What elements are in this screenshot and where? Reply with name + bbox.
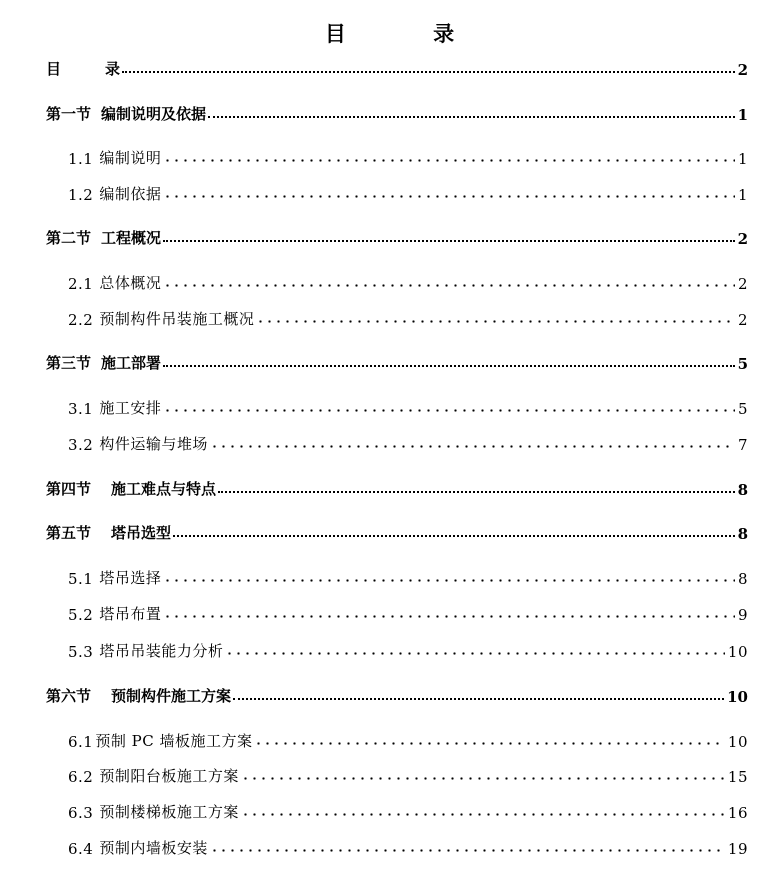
toc-entry[interactable] (68, 566, 748, 588)
toc-entry-number: 第六节 (46, 687, 92, 705)
toc-entry-label: 预制楼梯板施工方案 (99, 803, 239, 821)
toc-entry[interactable] (46, 521, 748, 543)
toc-entry-page: 10 (727, 733, 748, 751)
toc-entry-page: 15 (727, 768, 748, 786)
toc-entry-page: 8 (737, 481, 748, 499)
toc-entry-number: 第二节 (46, 229, 92, 247)
toc-entry[interactable] (68, 307, 748, 329)
toc-entry-label: 录 (105, 60, 121, 78)
toc-entry[interactable] (68, 182, 748, 204)
toc-entry-page: 1 (737, 186, 748, 204)
page-title: 目 录 (324, 21, 495, 46)
dot-leader (163, 159, 735, 162)
toc-entry[interactable] (46, 351, 748, 373)
toc-entry-number: 2.1 (68, 275, 94, 293)
dot-leader (122, 69, 735, 73)
dot-leader (210, 445, 735, 448)
toc-entry-label: 塔吊布置 (99, 605, 162, 623)
toc-entry-number: 1.2 (68, 186, 94, 204)
toc-entry-page: 16 (727, 804, 748, 822)
toc-entry-label: 构件运输与堆场 (99, 435, 208, 453)
toc-entry-page: 2 (737, 311, 748, 329)
toc-entry[interactable] (46, 226, 748, 248)
dot-leader (208, 114, 735, 118)
toc-entry-label: 塔吊吊装能力分析 (99, 642, 224, 660)
toc-entry-page: 8 (737, 570, 748, 588)
toc-entry-number: 第四节 (46, 480, 92, 498)
toc-entry-page: 2 (737, 230, 748, 248)
toc-entry-page: 10 (727, 688, 748, 706)
toc-entry-number: 第五节 (46, 524, 92, 542)
dot-leader (241, 813, 725, 816)
toc-entry[interactable] (46, 57, 748, 79)
toc-entry-page: 1 (737, 106, 748, 124)
toc-entry-label: 预制内墙板安装 (99, 839, 208, 857)
dot-leader (210, 849, 725, 852)
toc-entry-page: 10 (727, 643, 748, 661)
dot-leader (163, 615, 735, 618)
toc-entry-label: 施工安排 (99, 399, 162, 417)
toc-entry[interactable] (68, 396, 748, 418)
toc-entry-page: 5 (737, 400, 748, 418)
toc-entry-page: 9 (737, 606, 748, 624)
toc-entry[interactable] (68, 146, 748, 168)
toc-entry-page: 7 (737, 436, 748, 454)
toc-entry-label: 施工难点与特点 (111, 480, 217, 498)
toc-entry-number: 5.3 (68, 643, 94, 661)
toc-entry-number: 5.2 (68, 606, 94, 624)
dot-leader (241, 777, 725, 780)
dot-leader (173, 533, 735, 537)
dot-leader (225, 652, 725, 655)
toc-entry-number: 第三节 (46, 354, 92, 372)
toc-entry-number: 2.2 (68, 311, 94, 329)
toc-entry[interactable] (68, 432, 748, 454)
dot-leader (163, 579, 735, 582)
dot-leader (218, 489, 735, 493)
toc-entry[interactable] (46, 684, 748, 706)
toc-entry-label: 施工部署 (101, 354, 162, 372)
toc-entry[interactable] (68, 800, 748, 822)
dot-leader (163, 195, 735, 198)
toc-entry[interactable] (68, 602, 748, 624)
toc-entry-number: 6.2 (68, 768, 94, 786)
toc-entry-page: 1 (737, 150, 748, 168)
toc-entry-page: 2 (737, 275, 748, 293)
toc-entry-page: 2 (737, 61, 748, 79)
toc-entry-number: 6.4 (68, 840, 94, 858)
toc-entry-number: 目 (46, 60, 62, 78)
toc-entry-label: 编制依据 (99, 185, 162, 203)
toc-entry-label: 塔吊选择 (99, 569, 162, 587)
toc-entry-number: 6.3 (68, 804, 94, 822)
toc-entry-number: 3.1 (68, 400, 94, 418)
toc-entry[interactable] (68, 271, 748, 293)
dot-leader (163, 409, 735, 412)
toc-entry-number: 1.1 (68, 150, 94, 168)
toc-entry[interactable] (46, 477, 748, 499)
toc-entry-label: 预制构件吊装施工概况 (99, 310, 255, 328)
toc-entry[interactable] (68, 764, 748, 786)
toc-entry[interactable] (68, 639, 748, 661)
dot-leader (254, 742, 724, 745)
toc-entry-number: 3.2 (68, 436, 94, 454)
dot-leader (256, 320, 735, 323)
toc-entry-number: 第一节 (46, 105, 92, 123)
toc-entry-label: 编制说明 (99, 149, 162, 167)
toc-entry-page: 5 (737, 355, 748, 373)
toc-entry-label: 塔吊选型 (111, 524, 172, 542)
toc-entry-number: 6.1 (68, 733, 94, 751)
toc-entry-label: 编制说明及依据 (101, 105, 207, 123)
toc-entry[interactable] (46, 102, 748, 124)
toc-entry-label: 工程概况 (101, 229, 162, 247)
toc-entry-label: 预制阳台板施工方案 (99, 767, 239, 785)
dot-leader (163, 238, 735, 242)
toc-entry[interactable] (68, 729, 748, 751)
toc-entry-label: 预制构件施工方案 (111, 687, 232, 705)
toc-entry-number: 5.1 (68, 570, 94, 588)
dot-leader (233, 696, 724, 700)
toc-entry-page: 19 (727, 840, 748, 858)
toc-entry-page: 8 (737, 525, 748, 543)
toc-entry-label: 预制 PC 墙板施工方案 (95, 732, 253, 750)
toc-entry-label: 总体概况 (99, 274, 162, 292)
dot-leader (163, 284, 735, 287)
dot-leader (163, 363, 735, 367)
toc-entry[interactable] (68, 836, 748, 858)
